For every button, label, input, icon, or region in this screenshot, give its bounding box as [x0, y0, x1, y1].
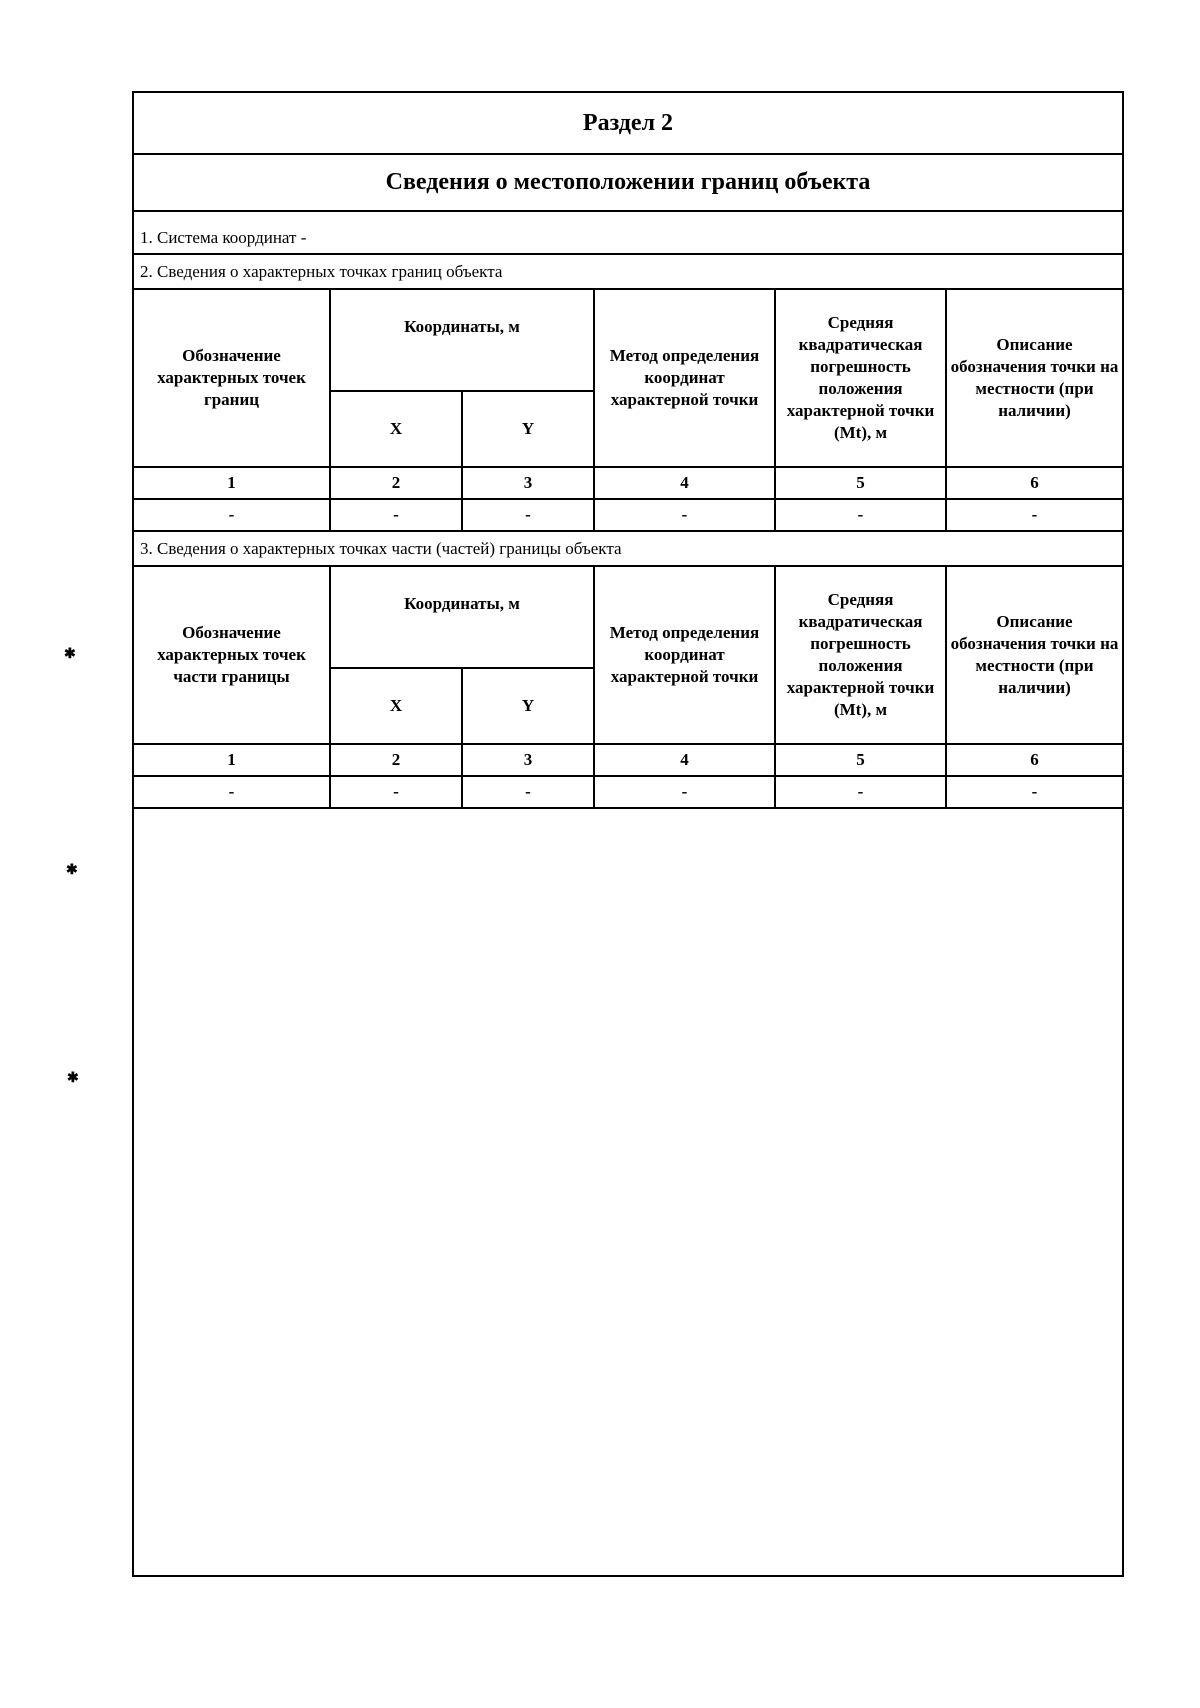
table1-cell: -	[946, 499, 1122, 531]
table2-cell: -	[134, 776, 330, 808]
table1-cell: -	[775, 499, 946, 531]
table2-col-number: 4	[594, 744, 775, 776]
document-frame	[132, 91, 1124, 1577]
table1-header-coords: Координаты, м	[330, 290, 594, 391]
table1-header-y: Y	[462, 391, 594, 467]
section-title: Сведения о местоположении границ объекта	[134, 155, 1122, 212]
table2-header-coords: Координаты, м	[330, 567, 594, 668]
table1-header-designation: Обозначение характерных точек границ	[134, 290, 330, 467]
table-row	[134, 499, 1122, 531]
table2-number-row	[134, 744, 1122, 776]
table2-header-method: Метод определения координат характерной точки	[594, 567, 775, 744]
table2-cell: -	[330, 776, 462, 808]
table1	[134, 290, 1122, 532]
section-label: Раздел 2	[134, 93, 1122, 155]
table1-cell: -	[462, 499, 594, 531]
table2-header-designation: Обозначение характерных точек части границы	[134, 567, 330, 744]
table1-cell: -	[134, 499, 330, 531]
table1-header-method: Метод определения координат характерной точки	[594, 290, 775, 467]
table2-col-number: 6	[946, 744, 1122, 776]
table-row	[134, 776, 1122, 808]
table1-col-number: 1	[134, 467, 330, 499]
table2-col-number: 3	[462, 744, 594, 776]
table2-cell: -	[775, 776, 946, 808]
coord-system-line: 1. Система координат -	[134, 212, 1122, 255]
table2-header-x: X	[330, 668, 462, 744]
table1-cell: -	[330, 499, 462, 531]
table2-col-number: 2	[330, 744, 462, 776]
scan-speck-mark: ✱	[66, 863, 78, 878]
table2-cell: -	[462, 776, 594, 808]
table1-col-number: 4	[594, 467, 775, 499]
table1-col-number: 3	[462, 467, 594, 499]
table1-caption: 2. Сведения о характерных точках границ объекта	[134, 255, 1122, 290]
table2-cell: -	[594, 776, 775, 808]
table2-header-error: Средняя квадратическая погрешность положения характерной точки (Mt), м	[775, 567, 946, 744]
table1-number-row	[134, 467, 1122, 499]
table2-header-description: Описание обозначения точки на местности (при наличии)	[946, 567, 1122, 744]
table2-caption: 3. Сведения о характерных точках части (частей) границы объекта	[134, 532, 1122, 567]
scan-speck-mark: ✱	[67, 1071, 79, 1086]
table1-col-number: 6	[946, 467, 1122, 499]
table1-col-number: 2	[330, 467, 462, 499]
table2-col-number: 1	[134, 744, 330, 776]
table1-header-error: Средняя квадратическая погрешность положения характерной точки (Mt), м	[775, 290, 946, 467]
table2	[134, 567, 1122, 809]
table1-cell: -	[594, 499, 775, 531]
table1-header-x: X	[330, 391, 462, 467]
scan-speck-mark: ✱	[64, 647, 76, 662]
table1-col-number: 5	[775, 467, 946, 499]
table2-col-number: 5	[775, 744, 946, 776]
table2-header-y: Y	[462, 668, 594, 744]
table1-header-description: Описание обозначения точки на местности (при наличии)	[946, 290, 1122, 467]
table2-cell: -	[946, 776, 1122, 808]
